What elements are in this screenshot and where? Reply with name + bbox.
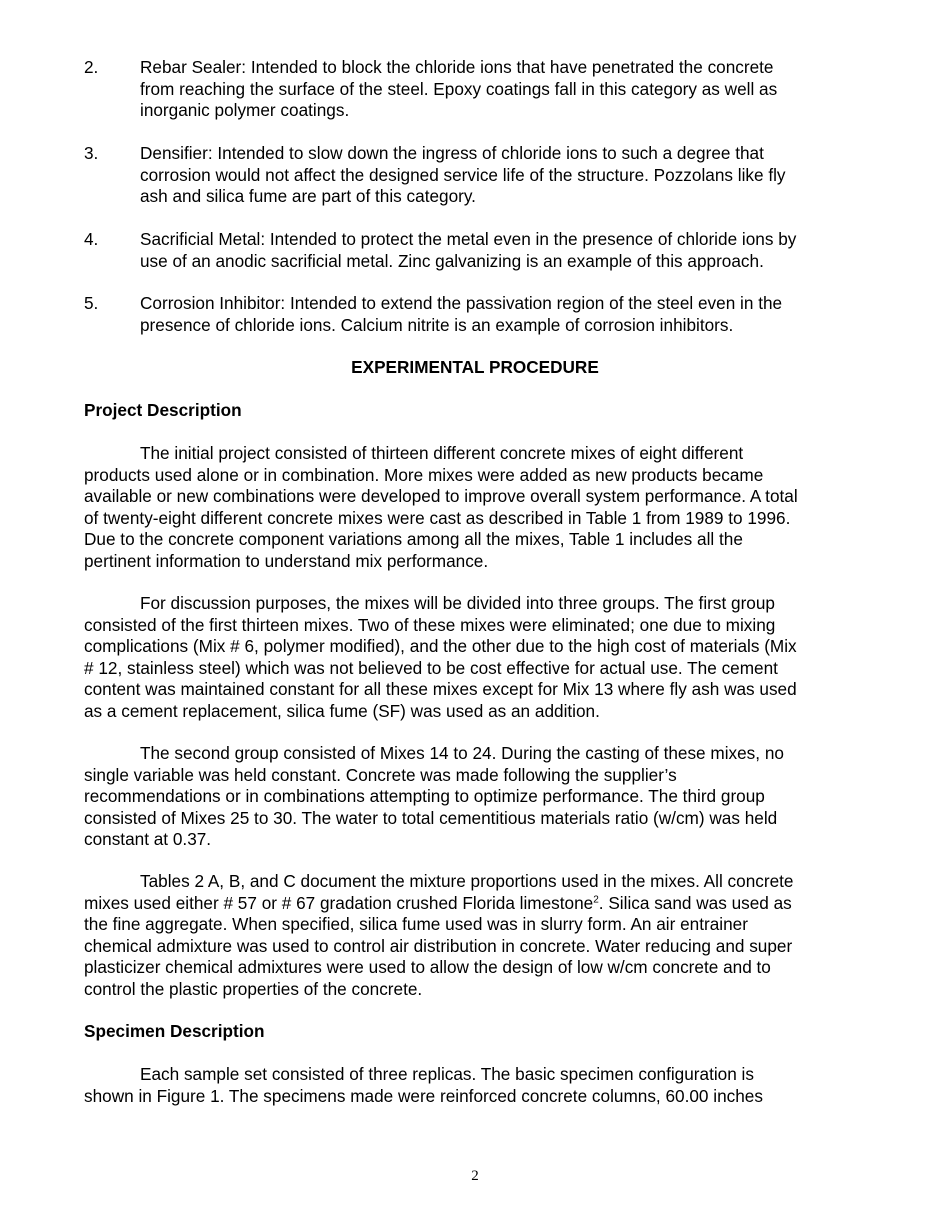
- text-line: presence of chloride ions. Calcium nitrite is an example of corrosion inhibitors.: [140, 314, 734, 335]
- text-line: For discussion purposes, the mixes will be divided into three groups. The first group: [140, 593, 775, 613]
- text-line: corrosion would not affect the designed service life of the structure. Pozzolans like fly: [140, 164, 786, 185]
- text-line: plasticizer chemical admixtures were used to allow the design of low w/cm concrete and to: [84, 957, 771, 978]
- list-number: 3.: [84, 143, 99, 163]
- page-number: 2: [471, 1168, 479, 1184]
- text-line: Tables 2 A, B, and C document the mixture proportions used in the mixes. All concrete: [140, 871, 794, 891]
- list-text: [140, 293, 880, 336]
- text-line: chemical admixture was used to control air distribution in concrete. Water reducing and super: [84, 935, 793, 956]
- paragraph: [84, 593, 874, 723]
- text-line: mixes used either # 57 or # 67 gradation crushed Florida limestone$^2$. Silica sand was used as: [84, 892, 792, 913]
- list-text: [140, 143, 880, 208]
- text-line: recommendations or in combinations attempting to optimize performance. The third group: [84, 786, 765, 807]
- text-line: # 12, stainless steel) which was not believed to be cost effective for actual use. The cement: [84, 657, 778, 678]
- list-text: [140, 229, 880, 272]
- text-line: the fine aggregate. When specified, silica fume used was in slurry form. An air entrainer: [84, 914, 748, 935]
- text-line: consisted of Mixes 25 to 30. The water to total cementitious materials ratio (w/cm) was held: [84, 807, 778, 828]
- text-line: The second group consisted of Mixes 14 to 24. During the casting of these mixes, no: [140, 743, 784, 763]
- text-line: The initial project consisted of thirteen different concrete mixes of eight different: [140, 443, 744, 463]
- list-text: [140, 57, 880, 122]
- text-line: use of an anodic sacrificial metal. Zinc galvanizing is an example of this approach.: [140, 250, 764, 271]
- section-title: EXPERIMENTAL PROCEDURE: [351, 357, 599, 377]
- text-line: pertinent information to understand mix performance.: [84, 550, 489, 571]
- text-line: shown in Figure 1. The specimens made were reinforced concrete columns, 60.00 inches: [84, 1085, 763, 1106]
- text-line: complications (Mix # 6, polymer modified), and the other due to the high cost of materials (Mix: [84, 636, 797, 657]
- text-line: inorganic polymer coatings.: [140, 100, 350, 121]
- text-line: available or new combinations were developed to improve overall system performance. A total: [84, 486, 798, 507]
- text-line: as a cement replacement, silica fume (SF) was used as an addition.: [84, 700, 600, 721]
- footnote-ref: 2: [593, 893, 599, 905]
- text-line: Sacrificial Metal: Intended to protect the metal even in the presence of chloride ions by: [140, 229, 797, 249]
- text-line: content was maintained constant for all these mixes except for Mix 13 where fly ash was used: [84, 679, 797, 700]
- list-number: 2.: [84, 57, 99, 77]
- specimen-description-heading: Specimen Description: [84, 1021, 265, 1041]
- text-line: from reaching the surface of the steel. Epoxy coatings fall in this category as well as: [140, 78, 778, 99]
- text-line: consisted of the first thirteen mixes. Two of these mixes were eliminated; one due to mixing: [84, 614, 776, 635]
- list-number: 4.: [84, 229, 99, 249]
- text-line: Rebar Sealer: Intended to block the chloride ions that have penetrated the concrete: [140, 57, 774, 77]
- text-line: constant at 0.37.: [84, 829, 212, 850]
- paragraph: [84, 743, 874, 851]
- text-line: ash and silica fume are part of this category.: [140, 186, 476, 207]
- text-line: of twenty-eight different concrete mixes were cast as described in Table 1 from 1989 to 1996.: [84, 507, 791, 528]
- text-line: Due to the concrete component variations among all the mixes, Table 1 includes all the: [84, 529, 743, 550]
- list-number: 5.: [84, 293, 99, 313]
- text-line: products used alone or in combination. More mixes were added as new products became: [84, 464, 764, 485]
- text-line: control the plastic properties of the concrete.: [84, 978, 423, 999]
- text-line: Corrosion Inhibitor: Intended to extend the passivation region of the steel even in the: [140, 293, 783, 313]
- text-line: single variable was held constant. Concrete was made following the supplier’s: [84, 764, 677, 785]
- paragraph: [84, 1064, 874, 1107]
- paragraph: [84, 871, 874, 1001]
- text-line: Each sample set consisted of three replicas. The basic specimen configuration is: [140, 1064, 754, 1084]
- project-description-heading: Project Description: [84, 400, 242, 420]
- text-line: Densifier: Intended to slow down the ingress of chloride ions to such a degree that: [140, 143, 764, 163]
- paragraph: [84, 443, 874, 573]
